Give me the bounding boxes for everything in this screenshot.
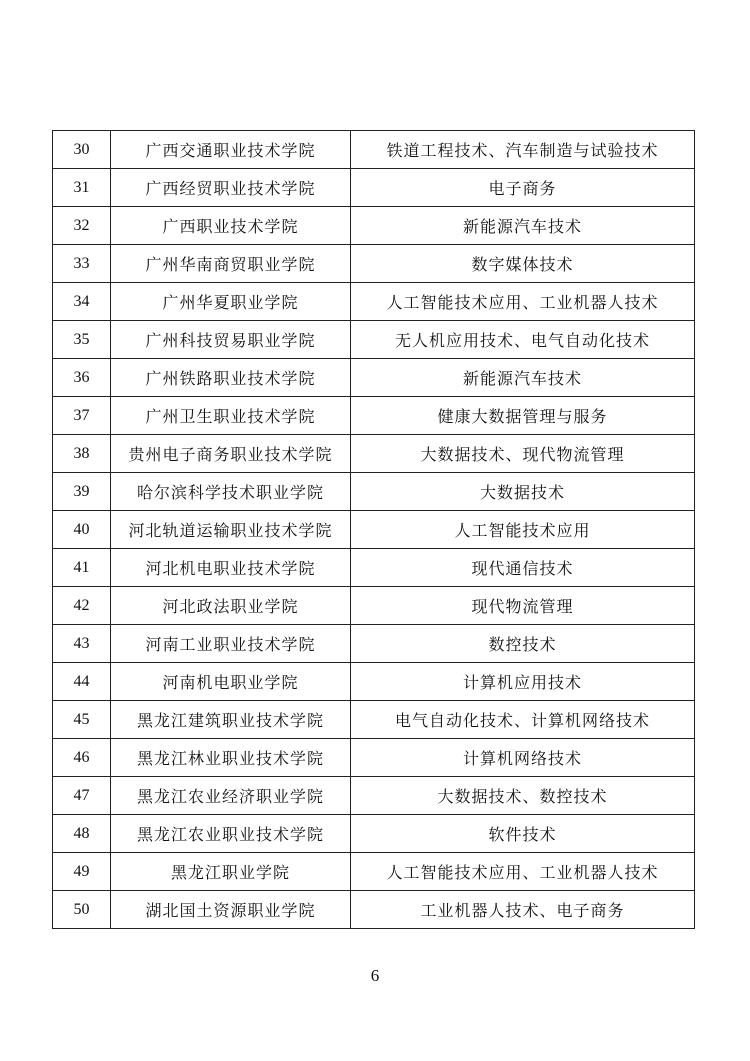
major-cell: 计算机网络技术 (351, 739, 695, 777)
school-name-cell: 广州华夏职业学院 (111, 283, 351, 321)
row-number-cell: 36 (53, 359, 111, 397)
table-row (53, 625, 695, 663)
school-name-cell: 黑龙江建筑职业技术学院 (111, 701, 351, 739)
row-number-cell: 35 (53, 321, 111, 359)
table-row (53, 511, 695, 549)
major-cell: 工业机器人技术、电子商务 (351, 891, 695, 929)
major-cell: 数控技术 (351, 625, 695, 663)
school-name-cell: 广西交通职业技术学院 (111, 131, 351, 169)
table-row (53, 587, 695, 625)
row-number-cell: 49 (53, 853, 111, 891)
school-name-cell: 湖北国土资源职业学院 (111, 891, 351, 929)
major-cell: 新能源汽车技术 (351, 207, 695, 245)
table-row (53, 549, 695, 587)
row-number-cell: 42 (53, 587, 111, 625)
major-cell: 人工智能技术应用、工业机器人技术 (351, 283, 695, 321)
school-name-cell: 黑龙江农业职业技术学院 (111, 815, 351, 853)
major-cell: 人工智能技术应用 (351, 511, 695, 549)
table-row (53, 359, 695, 397)
row-number-cell: 31 (53, 169, 111, 207)
major-cell: 数字媒体技术 (351, 245, 695, 283)
school-name-cell: 广州卫生职业技术学院 (111, 397, 351, 435)
school-name-cell: 河北轨道运输职业技术学院 (111, 511, 351, 549)
major-cell: 人工智能技术应用、工业机器人技术 (351, 853, 695, 891)
school-name-cell: 河南工业职业技术学院 (111, 625, 351, 663)
table-row (53, 853, 695, 891)
table-row (53, 283, 695, 321)
table-row (53, 473, 695, 511)
table-row (53, 245, 695, 283)
school-name-cell: 河南机电职业学院 (111, 663, 351, 701)
major-cell: 大数据技术、现代物流管理 (351, 435, 695, 473)
school-name-cell: 哈尔滨科学技术职业学院 (111, 473, 351, 511)
row-number-cell: 47 (53, 777, 111, 815)
school-name-cell: 河北政法职业学院 (111, 587, 351, 625)
table-row (53, 739, 695, 777)
row-number-cell: 46 (53, 739, 111, 777)
major-cell: 铁道工程技术、汽车制造与试验技术 (351, 131, 695, 169)
major-cell: 现代通信技术 (351, 549, 695, 587)
major-cell: 软件技术 (351, 815, 695, 853)
row-number-cell: 39 (53, 473, 111, 511)
school-name-cell: 黑龙江林业职业技术学院 (111, 739, 351, 777)
major-cell: 大数据技术、数控技术 (351, 777, 695, 815)
table-row (53, 701, 695, 739)
table-row (53, 207, 695, 245)
table-row (53, 169, 695, 207)
table-row (53, 435, 695, 473)
major-cell: 现代物流管理 (351, 587, 695, 625)
school-name-cell: 河北机电职业技术学院 (111, 549, 351, 587)
row-number-cell: 50 (53, 891, 111, 929)
school-name-cell: 广西职业技术学院 (111, 207, 351, 245)
row-number-cell: 48 (53, 815, 111, 853)
row-number-cell: 40 (53, 511, 111, 549)
row-number-cell: 32 (53, 207, 111, 245)
school-name-cell: 黑龙江农业经济职业学院 (111, 777, 351, 815)
table-row (53, 891, 695, 929)
major-cell: 健康大数据管理与服务 (351, 397, 695, 435)
row-number-cell: 38 (53, 435, 111, 473)
major-cell: 大数据技术 (351, 473, 695, 511)
table-row (53, 663, 695, 701)
table-row (53, 397, 695, 435)
row-number-cell: 37 (53, 397, 111, 435)
row-number-cell: 45 (53, 701, 111, 739)
table-row (53, 777, 695, 815)
school-name-cell: 广州华南商贸职业学院 (111, 245, 351, 283)
row-number-cell: 33 (53, 245, 111, 283)
row-number-cell: 43 (53, 625, 111, 663)
school-name-cell: 黑龙江职业学院 (111, 853, 351, 891)
schools-table-body (53, 131, 695, 929)
row-number-cell: 34 (53, 283, 111, 321)
major-cell: 电子商务 (351, 169, 695, 207)
schools-table (52, 130, 695, 929)
table-row (53, 321, 695, 359)
row-number-cell: 30 (53, 131, 111, 169)
major-cell: 电气自动化技术、计算机网络技术 (351, 701, 695, 739)
row-number-cell: 44 (53, 663, 111, 701)
table-row (53, 131, 695, 169)
school-name-cell: 广州科技贸易职业学院 (111, 321, 351, 359)
school-name-cell: 广州铁路职业技术学院 (111, 359, 351, 397)
row-number-cell: 41 (53, 549, 111, 587)
major-cell: 无人机应用技术、电气自动化技术 (351, 321, 695, 359)
page-number: 6 (370, 966, 380, 985)
major-cell: 计算机应用技术 (351, 663, 695, 701)
school-name-cell: 广西经贸职业技术学院 (111, 169, 351, 207)
table-row (53, 815, 695, 853)
school-name-cell: 贵州电子商务职业技术学院 (111, 435, 351, 473)
major-cell: 新能源汽车技术 (351, 359, 695, 397)
